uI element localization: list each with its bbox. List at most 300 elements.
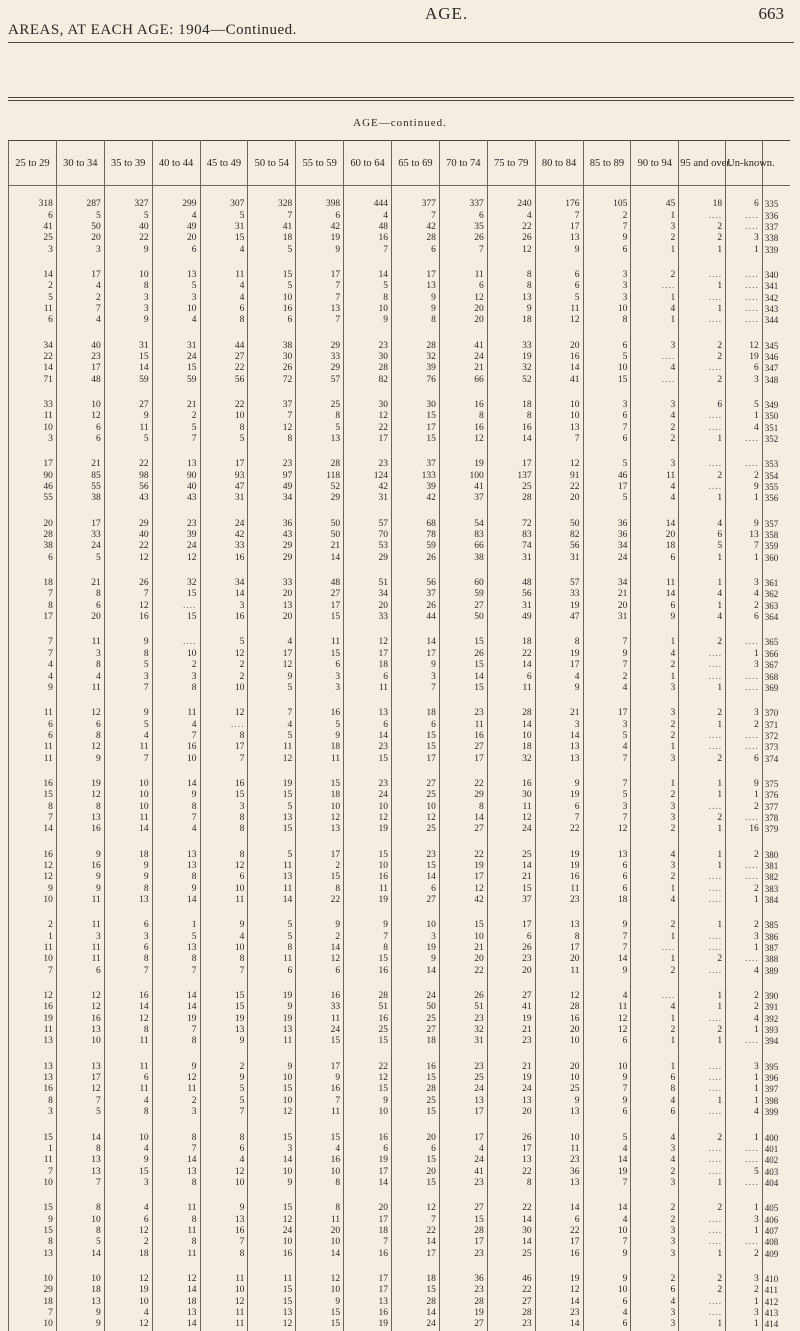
spacer-cell bbox=[344, 623, 392, 637]
spacer-cell bbox=[248, 505, 296, 519]
table-cell: 26 bbox=[439, 649, 487, 660]
table-cell: 24 bbox=[439, 1155, 487, 1166]
table-cell: 5 bbox=[248, 683, 296, 694]
table-cell: 287 bbox=[56, 186, 104, 211]
table-cell: .... bbox=[679, 932, 726, 943]
table-cell: 25 bbox=[439, 1073, 487, 1084]
table-cell: 6 bbox=[583, 1036, 631, 1047]
table-cell: 10 bbox=[392, 801, 440, 812]
table-cell: 5 bbox=[248, 731, 296, 742]
table-cell: 10 bbox=[583, 1285, 631, 1296]
table-cell: 13 bbox=[248, 872, 296, 883]
spacer-cell bbox=[726, 1118, 763, 1132]
table-cell: 7 bbox=[296, 315, 344, 326]
table-cell: 11 bbox=[56, 943, 104, 954]
table-cell: 17 bbox=[248, 649, 296, 660]
table-cell: 13 bbox=[535, 920, 583, 931]
table-cell: 15 bbox=[9, 1132, 57, 1143]
row-age-index: 397 bbox=[762, 1084, 790, 1095]
table-cell: 14 bbox=[583, 1203, 631, 1214]
table-cell: 6 bbox=[487, 932, 535, 943]
table-cell: 2 bbox=[631, 731, 679, 742]
table-cell: 2 bbox=[200, 671, 248, 682]
table-cell: 5 bbox=[56, 553, 104, 564]
table-cell: 16 bbox=[535, 1248, 583, 1259]
table-cell: 12 bbox=[296, 954, 344, 965]
table-cell: 17 bbox=[439, 1132, 487, 1143]
spacer-cell bbox=[631, 386, 679, 400]
table-cell: 8 bbox=[9, 1096, 57, 1107]
spacer-cell bbox=[152, 386, 200, 400]
spacer-cell bbox=[296, 835, 344, 849]
table-cell: 13 bbox=[104, 895, 152, 906]
table-cell: 7 bbox=[56, 1096, 104, 1107]
table-cell: 3 bbox=[583, 270, 631, 281]
table-cell: 19 bbox=[296, 233, 344, 244]
table-cell: 20 bbox=[439, 315, 487, 326]
table-cell: 5 bbox=[726, 400, 763, 411]
table-cell: 15 bbox=[152, 612, 200, 623]
spacer-cell bbox=[535, 694, 583, 708]
table-cell: 70 bbox=[344, 530, 392, 541]
row-age-index: 380 bbox=[762, 849, 790, 860]
spacer-cell bbox=[152, 326, 200, 340]
table-cell: .... bbox=[726, 742, 763, 753]
table-cell: 30 bbox=[248, 352, 296, 363]
table-cell: 2 bbox=[726, 1002, 763, 1013]
table-cell: 11 bbox=[487, 801, 535, 812]
table-cell: 7 bbox=[152, 1025, 200, 1036]
table-cell: 11 bbox=[56, 954, 104, 965]
table-cell: 11 bbox=[248, 1036, 296, 1047]
table-cell: 3 bbox=[583, 801, 631, 812]
table-cell: 78 bbox=[392, 530, 440, 541]
table-cell: 15 bbox=[296, 649, 344, 660]
table-cell: 13 bbox=[535, 233, 583, 244]
table-cell: 16 bbox=[56, 824, 104, 835]
table-cell: .... bbox=[679, 966, 726, 977]
spacer-cell bbox=[200, 1118, 248, 1132]
table-cell: 22 bbox=[392, 1226, 440, 1237]
table-cell: 13 bbox=[56, 1155, 104, 1166]
table-cell: 2 bbox=[631, 920, 679, 931]
spacer-cell bbox=[200, 326, 248, 340]
table-cell: 5 bbox=[152, 281, 200, 292]
table-cell: 12 bbox=[56, 1002, 104, 1013]
table-cell: 12 bbox=[344, 1073, 392, 1084]
table-cell: 17 bbox=[535, 660, 583, 671]
table-cell: 3 bbox=[104, 304, 152, 315]
table-cell: 19 bbox=[344, 895, 392, 906]
table-cell: .... bbox=[726, 304, 763, 315]
table-cell: 20 bbox=[392, 1132, 440, 1143]
table-cell: 9 bbox=[248, 1178, 296, 1189]
table-cell: 12 bbox=[248, 753, 296, 764]
spacer-cell bbox=[296, 564, 344, 578]
table-cell: 28 bbox=[344, 991, 392, 1002]
table-cell: 3 bbox=[631, 801, 679, 812]
column-header: 80 to 84 bbox=[535, 141, 583, 186]
table-cell: 46 bbox=[9, 482, 57, 493]
table-cell: 1 bbox=[679, 493, 726, 504]
spacer-cell bbox=[344, 765, 392, 779]
spacer-cell bbox=[152, 564, 200, 578]
table-cell: 5 bbox=[9, 292, 57, 303]
table-cell: 14 bbox=[392, 1237, 440, 1248]
table-cell: 82 bbox=[344, 374, 392, 385]
table-cell: 21 bbox=[487, 1025, 535, 1036]
table-cell: 10 bbox=[200, 411, 248, 422]
table-cell: 12 bbox=[104, 553, 152, 564]
table-row bbox=[9, 1062, 791, 1073]
spacer-cell bbox=[248, 1118, 296, 1132]
spacer-cell bbox=[200, 694, 248, 708]
table-cell: .... bbox=[679, 1226, 726, 1237]
table-cell: 56 bbox=[487, 589, 535, 600]
table-cell: 9 bbox=[296, 1073, 344, 1084]
row-age-index: 399 bbox=[762, 1107, 790, 1118]
table-cell: 11 bbox=[104, 1062, 152, 1073]
table-cell: 10 bbox=[583, 363, 631, 374]
table-cell: 17 bbox=[9, 459, 57, 470]
table-cell: 2 bbox=[631, 660, 679, 671]
table-cell: 15 bbox=[248, 270, 296, 281]
spacer-cell bbox=[104, 1048, 152, 1062]
table-cell: 8 bbox=[535, 637, 583, 648]
table-cell: 6 bbox=[487, 671, 535, 682]
table-cell: 11 bbox=[9, 943, 57, 954]
spacer-cell bbox=[439, 765, 487, 779]
table-cell: 2 bbox=[726, 601, 763, 612]
table-cell: 15 bbox=[296, 612, 344, 623]
table-cell: 1 bbox=[726, 411, 763, 422]
table-cell: 15 bbox=[296, 779, 344, 790]
table-cell: 14 bbox=[344, 1178, 392, 1189]
table-cell: 5 bbox=[200, 637, 248, 648]
table-cell: 8 bbox=[200, 423, 248, 434]
table-cell: 15 bbox=[392, 1155, 440, 1166]
spacer-cell bbox=[439, 386, 487, 400]
table-cell: 56 bbox=[200, 374, 248, 385]
table-cell: .... bbox=[726, 1036, 763, 1047]
spacer-cell bbox=[9, 765, 57, 779]
table-cell: 55 bbox=[9, 493, 57, 504]
table-cell: 7 bbox=[248, 411, 296, 422]
table-cell: 18 bbox=[56, 1285, 104, 1296]
table-cell: 15 bbox=[344, 753, 392, 764]
table-cell: 16 bbox=[344, 1308, 392, 1319]
spacer-cell bbox=[392, 326, 440, 340]
table-cell: 14 bbox=[104, 363, 152, 374]
table-cell: 3 bbox=[631, 340, 679, 351]
table-cell: 14 bbox=[535, 1319, 583, 1330]
table-cell: 1 bbox=[679, 824, 726, 835]
table-row bbox=[9, 374, 791, 385]
table-cell: .... bbox=[726, 315, 763, 326]
table-cell: 3 bbox=[583, 400, 631, 411]
table-row bbox=[9, 861, 791, 872]
table-cell: 34 bbox=[9, 340, 57, 351]
table-cell: .... bbox=[679, 315, 726, 326]
row-age-index: 347 bbox=[762, 363, 790, 374]
table-cell: 27 bbox=[439, 1319, 487, 1330]
table-cell: .... bbox=[679, 1084, 726, 1095]
table-cell: 15 bbox=[296, 1132, 344, 1143]
table-cell: 13 bbox=[296, 434, 344, 445]
spacer-cell bbox=[439, 977, 487, 991]
table-cell: 1 bbox=[726, 1096, 763, 1107]
spacer-cell bbox=[535, 1260, 583, 1274]
table-cell: 15 bbox=[104, 1166, 152, 1177]
table-cell: 29 bbox=[9, 1285, 57, 1296]
table-cell: 23 bbox=[439, 1014, 487, 1025]
table-cell: 34 bbox=[583, 578, 631, 589]
table-cell: 34 bbox=[583, 541, 631, 552]
spacer-cell bbox=[200, 906, 248, 920]
table-cell: 27 bbox=[200, 352, 248, 363]
row-age-index: 405 bbox=[762, 1203, 790, 1214]
spacer-cell bbox=[104, 1118, 152, 1132]
table-cell: 14 bbox=[392, 1308, 440, 1319]
spacer-cell bbox=[392, 1048, 440, 1062]
table-cell: 14 bbox=[535, 731, 583, 742]
table-cell: 10 bbox=[535, 1132, 583, 1143]
table-cell: 20 bbox=[392, 1166, 440, 1177]
table-cell: 3 bbox=[726, 1308, 763, 1319]
table-cell: 48 bbox=[487, 578, 535, 589]
table-cell: 4 bbox=[631, 482, 679, 493]
table-cell: 15 bbox=[344, 1084, 392, 1095]
table-cell: 13 bbox=[392, 281, 440, 292]
table-cell: 2 bbox=[679, 753, 726, 764]
table-cell: 17 bbox=[344, 649, 392, 660]
table-cell: 10 bbox=[583, 1062, 631, 1073]
table-cell: 4 bbox=[631, 1132, 679, 1143]
table-cell: 4 bbox=[726, 423, 763, 434]
table-cell: 10 bbox=[535, 411, 583, 422]
table-cell: 9 bbox=[104, 872, 152, 883]
spacer-cell bbox=[535, 835, 583, 849]
row-age-index: 349 bbox=[762, 400, 790, 411]
table-cell: 21 bbox=[152, 400, 200, 411]
table-cell: 12 bbox=[200, 861, 248, 872]
table-cell: 6 bbox=[56, 423, 104, 434]
spacer-cell bbox=[583, 623, 631, 637]
spacer-cell bbox=[296, 326, 344, 340]
spacer-cell bbox=[762, 906, 790, 920]
table-cell: .... bbox=[679, 801, 726, 812]
table-cell: 20 bbox=[487, 1107, 535, 1118]
table-cell: 25 bbox=[392, 790, 440, 801]
table-cell: 31 bbox=[487, 601, 535, 612]
table-cell: 11 bbox=[248, 884, 296, 895]
table-cell: 23 bbox=[487, 1036, 535, 1047]
table-cell: 8 bbox=[152, 872, 200, 883]
table-cell: 12 bbox=[583, 1014, 631, 1025]
table-cell: 11 bbox=[344, 683, 392, 694]
table-cell: 16 bbox=[439, 400, 487, 411]
table-cell: 8 bbox=[104, 1025, 152, 1036]
table-cell: 24 bbox=[392, 1319, 440, 1330]
table-cell: 14 bbox=[9, 824, 57, 835]
spacer-cell bbox=[679, 326, 726, 340]
spacer-cell bbox=[535, 564, 583, 578]
table-cell: 24 bbox=[392, 991, 440, 1002]
column-header: 55 to 59 bbox=[296, 141, 344, 186]
row-age-index: 351 bbox=[762, 423, 790, 434]
spacer-cell bbox=[631, 835, 679, 849]
table-cell: 11 bbox=[56, 683, 104, 694]
table-cell: 11 bbox=[56, 637, 104, 648]
table-cell: 12 bbox=[583, 824, 631, 835]
spacer-cell bbox=[439, 445, 487, 459]
table-row bbox=[9, 541, 791, 552]
spacer-cell bbox=[439, 835, 487, 849]
table-cell: 15 bbox=[152, 589, 200, 600]
table-cell: 4 bbox=[583, 1214, 631, 1225]
table-cell: 4 bbox=[200, 292, 248, 303]
table-cell: 10 bbox=[535, 400, 583, 411]
table-cell: 36 bbox=[583, 530, 631, 541]
spacer-cell bbox=[296, 1118, 344, 1132]
table-cell: 8 bbox=[152, 1132, 200, 1143]
spacer-cell bbox=[726, 765, 763, 779]
table-cell: 10 bbox=[200, 1178, 248, 1189]
table-cell: 7 bbox=[9, 966, 57, 977]
table-cell: 4 bbox=[9, 660, 57, 671]
table-row bbox=[9, 671, 791, 682]
table-cell: 2 bbox=[631, 1203, 679, 1214]
spacer-cell bbox=[762, 1118, 790, 1132]
table-cell: 12 bbox=[535, 1285, 583, 1296]
table-cell: 6 bbox=[200, 872, 248, 883]
table-cell: 2 bbox=[726, 1285, 763, 1296]
table-cell: 72 bbox=[487, 519, 535, 530]
spacer-cell bbox=[248, 623, 296, 637]
table-cell: 16 bbox=[200, 553, 248, 564]
spacer-cell bbox=[200, 1048, 248, 1062]
spacer-cell bbox=[248, 694, 296, 708]
table-cell: 8 bbox=[631, 1084, 679, 1095]
spacer-cell bbox=[248, 386, 296, 400]
table-cell: 13 bbox=[9, 1073, 57, 1084]
table-cell: 2 bbox=[726, 849, 763, 860]
table-cell: 15 bbox=[344, 849, 392, 860]
table-cell: 1 bbox=[679, 1248, 726, 1259]
table-cell: 18 bbox=[104, 849, 152, 860]
table-cell: 16 bbox=[439, 423, 487, 434]
table-cell: 6 bbox=[56, 719, 104, 730]
column-header: 30 to 34 bbox=[56, 141, 104, 186]
table-cell: 25 bbox=[344, 1025, 392, 1036]
table-cell: 2 bbox=[152, 411, 200, 422]
table-cell: 10 bbox=[9, 423, 57, 434]
table-cell: 3 bbox=[296, 671, 344, 682]
row-age-index: 344 bbox=[762, 315, 790, 326]
table-cell: 28 bbox=[392, 1084, 440, 1095]
table-cell: 6 bbox=[631, 1073, 679, 1084]
table-cell: 22 bbox=[535, 1226, 583, 1237]
spacer-cell bbox=[762, 564, 790, 578]
table-cell: 25 bbox=[487, 1248, 535, 1259]
table-cell: 22 bbox=[200, 400, 248, 411]
table-cell: 9 bbox=[296, 731, 344, 742]
table-cell: 12 bbox=[296, 813, 344, 824]
spacer-cell bbox=[631, 326, 679, 340]
table-cell: 4 bbox=[200, 281, 248, 292]
table-cell: 7 bbox=[104, 753, 152, 764]
table-cell: 22 bbox=[487, 1166, 535, 1177]
table-cell: 18 bbox=[392, 1274, 440, 1285]
spacer-cell bbox=[631, 445, 679, 459]
table-cell: 22 bbox=[487, 1203, 535, 1214]
table-row bbox=[9, 1237, 791, 1248]
table-cell: 15 bbox=[296, 872, 344, 883]
table-cell: 3 bbox=[726, 660, 763, 671]
table-cell: 3 bbox=[56, 649, 104, 660]
table-cell: .... bbox=[726, 872, 763, 883]
table-cell: 27 bbox=[439, 601, 487, 612]
table-cell: .... bbox=[726, 434, 763, 445]
table-cell: 1 bbox=[726, 244, 763, 255]
spacer-cell bbox=[248, 1189, 296, 1203]
spacer-cell bbox=[583, 386, 631, 400]
table-cell: 18 bbox=[344, 660, 392, 671]
table-cell: 15 bbox=[200, 991, 248, 1002]
table-cell: 1 bbox=[726, 1203, 763, 1214]
table-cell: 11 bbox=[296, 1107, 344, 1118]
table-cell: 4 bbox=[583, 1308, 631, 1319]
row-age-index: 368 bbox=[762, 671, 790, 682]
table-cell: .... bbox=[679, 1107, 726, 1118]
spacer-cell bbox=[583, 977, 631, 991]
table-cell: 14 bbox=[152, 779, 200, 790]
table-cell: 6 bbox=[344, 671, 392, 682]
table-cell: 11 bbox=[583, 1002, 631, 1013]
table-cell: 15 bbox=[9, 1203, 57, 1214]
table-cell: 2 bbox=[679, 1274, 726, 1285]
table-cell: 13 bbox=[56, 1296, 104, 1307]
row-age-index: 356 bbox=[762, 493, 790, 504]
table-cell: 14 bbox=[631, 589, 679, 600]
table-cell: 12 bbox=[56, 991, 104, 1002]
row-age-index: 410 bbox=[762, 1274, 790, 1285]
row-age-index: 343 bbox=[762, 304, 790, 315]
table-cell: 14 bbox=[152, 895, 200, 906]
column-header: 90 to 94 bbox=[631, 141, 679, 186]
table-cell: 19 bbox=[104, 1285, 152, 1296]
table-cell: 2 bbox=[631, 1274, 679, 1285]
table-cell: 11 bbox=[9, 1155, 57, 1166]
table-cell: 17 bbox=[344, 1274, 392, 1285]
table-cell: 19 bbox=[56, 779, 104, 790]
table-cell: 11 bbox=[248, 742, 296, 753]
table-cell: 2 bbox=[631, 966, 679, 977]
table-cell: 9 bbox=[344, 1096, 392, 1107]
table-row bbox=[9, 895, 791, 906]
spacer-cell bbox=[200, 977, 248, 991]
table-cell: 19 bbox=[439, 459, 487, 470]
table-cell: 83 bbox=[439, 530, 487, 541]
table-cell: 13 bbox=[439, 1096, 487, 1107]
table-cell: 20 bbox=[487, 966, 535, 977]
block-spacer bbox=[9, 505, 791, 519]
table-cell: 28 bbox=[487, 493, 535, 504]
spacer-cell bbox=[248, 1260, 296, 1274]
spacer-cell bbox=[762, 386, 790, 400]
table-cell: 6 bbox=[583, 1107, 631, 1118]
table-cell: 13 bbox=[535, 753, 583, 764]
